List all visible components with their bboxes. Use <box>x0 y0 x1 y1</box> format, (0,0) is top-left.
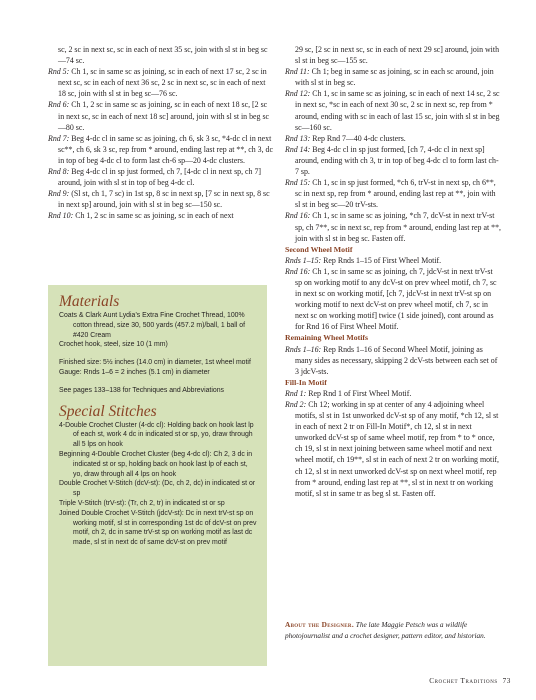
left-column <box>48 44 273 222</box>
spacer <box>59 378 257 386</box>
about-label: About the Designer. <box>285 620 354 630</box>
round-label: Rnd 14: <box>285 144 311 154</box>
instruction-paragraph: Rnd 1: Rep Rnd 1 of First Wheel Motif. <box>285 388 412 398</box>
about-the-designer <box>285 620 501 641</box>
round-label: Rnd 16: <box>285 211 311 221</box>
round-label: Rnd 7: <box>48 133 70 143</box>
round-label: Rnds 1–16: <box>285 344 322 354</box>
material-line: Finished size: 5½ inches (14.0 cm) in diameter, 1st wheel motif <box>59 359 251 367</box>
material-line: Crochet hook, steel, size 10 (1 mm) <box>59 341 168 349</box>
page-number: 73 <box>502 677 511 685</box>
round-label: Rnd 10: <box>48 211 74 221</box>
instruction-paragraph: Rnd 9: (Sl st, ch 1, 7 sc) in 1st sp, 8 sc in next sp, [7 sc in next sp, 8 sc in next sp] around, join with sl st in beg sc—150 sc. <box>48 189 270 210</box>
instruction-paragraph: 29 sc, [2 sc in next sc, sc in each of next 29 sc] around, join with sl st in beg sc—155 sc. <box>295 45 500 66</box>
round-label: Rnd 5: <box>48 67 70 77</box>
materials-sidebar <box>48 285 267 666</box>
instruction-paragraph: Rnd 15: Ch 1, sc in sp just formed, *ch 6, trV-st in next sp, ch 6**, sc in next sp, rep from * around, ending last rep at **, join with sl st in beg sc—20 trV-sts. <box>285 178 496 210</box>
instruction-paragraph: Rnds 1–16: Rep Rnds 1–16 of Second Wheel Motif, joining as many sides as necessary, skipping 2 dcV-sts between each set of 3 jdcV-sts. <box>285 344 498 376</box>
instruction-paragraph: Rnds 1–15: Rep Rnds 1–15 of First Wheel Motif. <box>285 255 442 265</box>
round-label: Rnd 13: <box>285 133 311 143</box>
round-label: Rnds 1–15: <box>285 255 322 265</box>
round-label: Rnd 16: <box>285 266 311 276</box>
material-line: Coats & Clark Aunt Lydia’s Extra Fine Crochet Thread, 100% cotton thread, size 30, 500 yards (457.2 m)/ball, 1 ball of #420 Cream <box>59 312 245 339</box>
instruction-paragraph: Rnd 12: Ch 1, sc in same sc as joining, sc in each of next 14 sc, 2 sc in next sc, *sc in each of next 30 sc, 2 sc in next sc, rep from * around, ending with sc in each of last 15 sc, join with sl st in beg sc—160 sc. <box>285 89 500 132</box>
round-label: Rnd 1: <box>285 388 307 398</box>
instruction-paragraph: Rnd 7: Beg 4-dc cl in same sc as joining, ch 6, sk 3 sc, *4-dc cl in next sc**, ch 6, sk 3 sc, rep from * around, ending last rep at **, ch 3, dc in top of beg 4-dc cl to form last ch-6 sp—20 4-dc clusters. <box>48 133 273 165</box>
round-label: Rnd 12: <box>285 89 311 99</box>
stitch-definition: Double Crochet V-Stitch (dcV-st): (Dc, ch 2, dc) in indicated st or sp <box>59 480 256 498</box>
stitch-definition: Triple V-Stitch (trV-st): (Tr, ch 2, tr) in indicated st or sp <box>59 499 225 507</box>
instruction-paragraph: sc, 2 sc in next sc, sc in each of next 35 sc, join with sl st in beg sc—74 sc. <box>58 45 268 66</box>
instruction-paragraph: Rnd 16: Ch 1, sc in same sc as joining, ch 7, jdcV-st in next trV-st sp on working motif to any dcV-st on prev wheel motif, ch 7, sc in next sc on working motif, [ch 7, jdcV-st in next trV-st sp on working motif to next dcV-st on prev wheel motif, ch 7, sc in next sc on working motif] twice (1 side joined), cont around as for Rnd 16 of First Wheel Motif. <box>285 266 497 332</box>
section-heading-remaining-wheels: Remaining Wheel Motifs <box>285 333 369 343</box>
instruction-paragraph: Rnd 13: Rep Rnd 7—40 4-dc clusters. <box>285 133 406 143</box>
section-heading-second-wheel: Second Wheel Motif <box>285 244 353 254</box>
round-label: Rnd 15: <box>285 178 311 188</box>
page-footer <box>390 676 511 686</box>
instruction-paragraph: Rnd 10: Ch 1, 2 sc in same sc as joining, sc in each of next <box>48 211 234 221</box>
instruction-paragraph: Rnd 6: Ch 1, 2 sc in same sc as joining, sc in each of next 18 sc, [2 sc in next sc, sc in each of next 18 sc] around, join with sl st in beg sc—80 sc. <box>48 100 270 132</box>
round-label: Rnd 9: <box>48 189 70 199</box>
running-title: Crochet Traditions <box>429 677 498 685</box>
stitch-definition: Beginning 4-Double Crochet Cluster (beg 4-dc cl): Ch 2, 3 dc in indicated st or sp, holding back on hook last lp of each st, yo, draw through all 4 lps on hook <box>59 450 253 478</box>
about-text: The late Maggie Petsch was a wildlife photojournalist and a crochet designer, pattern editor, and historian. <box>285 620 486 640</box>
instruction-paragraph: Rnd 16: Ch 1, sc in same sc as joining, *ch 7, dcV-st in next trV-st sp, ch 7**, sc in next sc, rep from * around, ending last rep at **, join with sl st in beg sc. Fasten off. <box>285 211 501 243</box>
special-stitches-heading: Special Stitches <box>59 402 157 420</box>
stitch-definition: Joined Double Crochet V-Stitch (jdcV-st): Dc in next trV-st sp on working motif, sl st in corresponding 1st dc of dcV-st on prev motif, ch 2, dc in same trV-st sp on working motif as last dc made, sl st in next dc of same dcV-st on prev motif <box>59 509 257 547</box>
instruction-paragraph: Rnd 2: Ch 12; working in sp at center of any 4 adjoining wheel motifs, sl st in 1st unworked dcV-st sp of any motif, *ch 12, sl st in each of next 2 tr on Fill-In Motif*, ch 12, sl st in next unworked dcV-st sp of same wheel motif, rep from * to * once, ch 19, sl st in next joining between same wheel motif and next wheel motif, ch 19**, sl st in each of next 2 tr on working motif, ch 12, sl st in next unworked dcV-st sp on next wheel motif, rep from * around, ending last rep at **, sl st in next tr on working motif, sl st in same tr as beg sl st. Fasten off. <box>285 400 500 498</box>
round-label: Rnd 11: <box>285 67 310 77</box>
round-label: Rnd 8: <box>48 167 70 177</box>
material-line: Gauge: Rnds 1–6 = 2 inches (5.1 cm) in diameter <box>59 368 210 376</box>
material-line: See pages 133–138 for Techniques and Abbreviations <box>59 386 224 394</box>
round-label: Rnd 6: <box>48 100 70 110</box>
section-heading-fill-in: Fill-In Motif <box>285 377 327 387</box>
instruction-paragraph: Rnd 8: Beg 4-dc cl in sp just formed, ch 7, [4-dc cl in next sp, ch 7] around, join with sl st in top of beg 4-dc cl. <box>48 167 262 188</box>
spacer <box>59 350 257 358</box>
right-column <box>285 44 501 499</box>
round-label: Rnd 2: <box>285 400 307 409</box>
stitch-definition: 4-Double Crochet Cluster (4-dc cl): Holding back on hook last lp of each st, work 4 dc in indicated st or sp, yo, draw through all 5 lps on hook <box>59 421 254 449</box>
instruction-paragraph: Rnd 5: Ch 1, sc in same sc as joining, sc in each of next 17 sc, 2 sc in next sc, sc in each of next 36 sc, 2 sc in next sc, sc in each of next 18 sc, join with sl st in beg sc—76 sc. <box>48 67 267 99</box>
instruction-paragraph: Rnd 14: Beg 4-dc cl in sp just formed, [ch 7, 4-dc cl in next sp] around, ending with ch 3, tr in top of beg 4-dc cl to form last ch-7 sp. <box>285 144 499 177</box>
materials-heading: Materials <box>59 293 120 310</box>
instruction-paragraph: Rnd 11: Ch 1; beg in same sc as joining, sc in each sc around, join with sl st in beg sc. <box>285 67 494 88</box>
